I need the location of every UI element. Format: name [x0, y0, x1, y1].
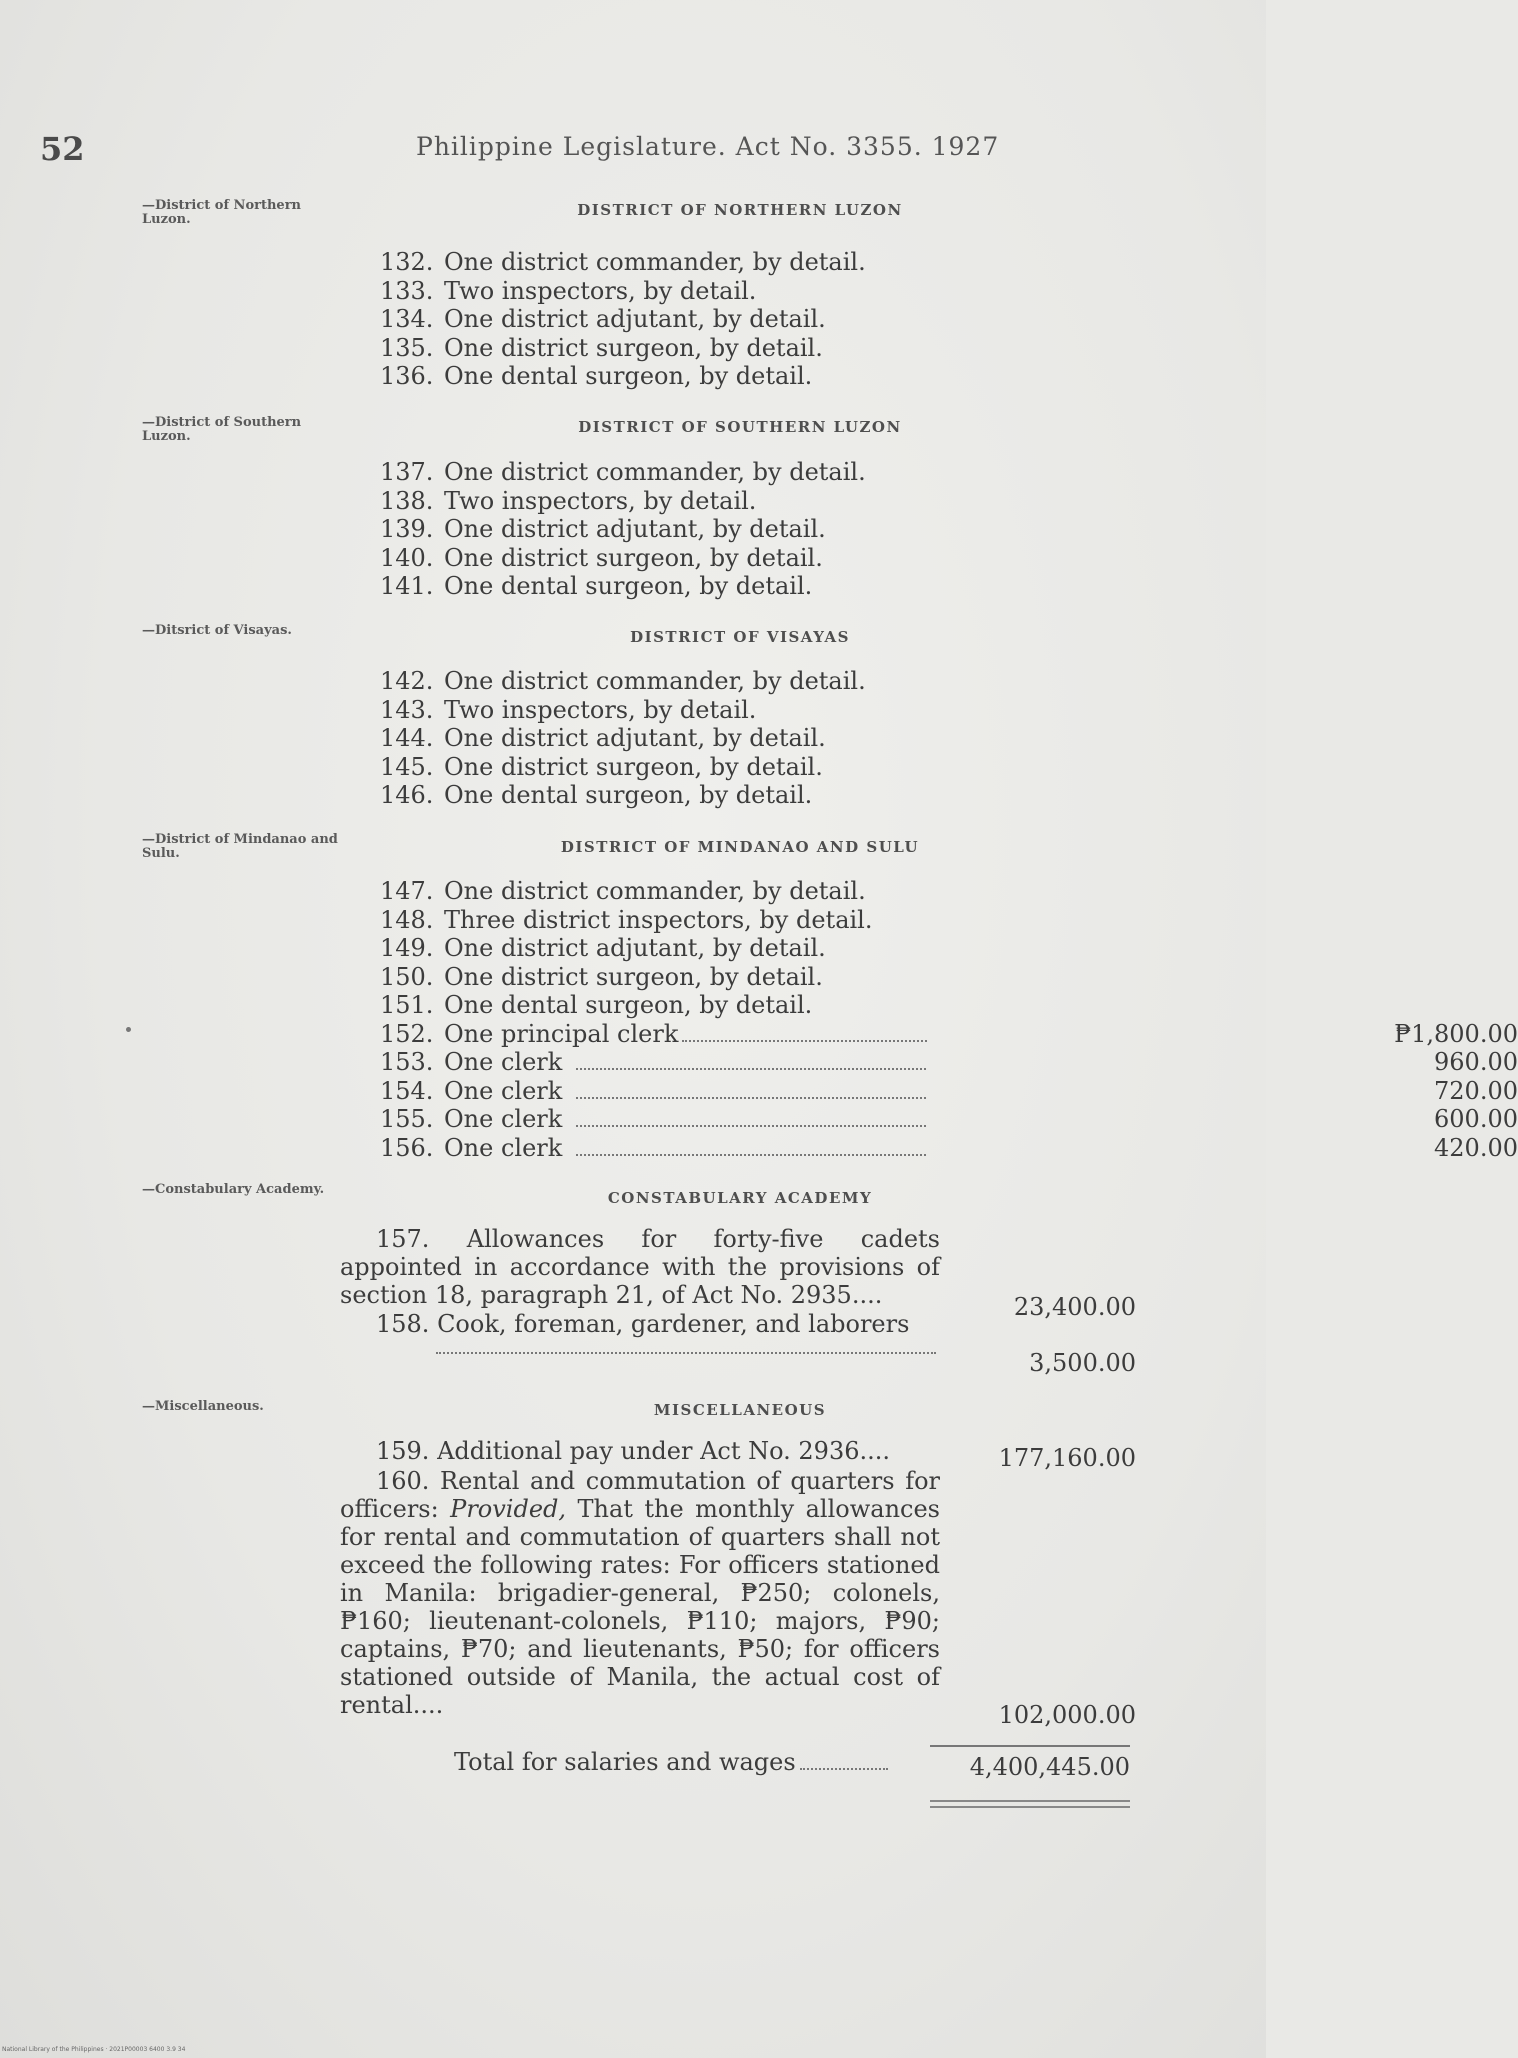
section-title-constabulary-academy: CONSTABULARY ACADEMY [607, 1189, 873, 1207]
section-title-mindanao-sulu: DISTRICT OF MINDANAO AND SULU [560, 838, 920, 856]
total-label: Total for salaries and wages [454, 1748, 888, 1776]
sidenote-mindanao-sulu: —District of Mindanao and Sulu. [142, 832, 338, 861]
list-item: 141. One dental surgeon, by detail. [380, 572, 813, 600]
list-item: 143. Two inspectors, by detail. [380, 695, 757, 724]
scan-speck [126, 1027, 131, 1032]
page-number: 52 [40, 130, 85, 168]
list-item: 135. One district surgeon, by detail. [380, 333, 823, 362]
section-title-miscellaneous: MISCELLANEOUS [653, 1401, 827, 1419]
list-item: 156. One clerk 420.00 [380, 1133, 1518, 1162]
total-amount: 4,400,445.00 [969, 1753, 1130, 1781]
item-157-amount: 23,400.00 [1013, 1293, 1136, 1321]
list-item: 132. One district commander, by detail. [380, 248, 866, 276]
list-item: 152. One principal clerk ₱1,800.00 [380, 1019, 1518, 1048]
list-item: 154. One clerk 720.00 [380, 1076, 1518, 1105]
list-item: 155. One clerk 600.00 [380, 1105, 1518, 1133]
list-item: 134. One district adjutant, by detail. [380, 305, 826, 333]
items-southern-luzon [380, 458, 1140, 601]
total-rule-double-2 [930, 1806, 1130, 1808]
list-item: 140. One district surgeon, by detail. [380, 543, 823, 572]
list-item: 144. One district adjutant, by detail. [380, 724, 826, 752]
leader-dots [800, 1768, 888, 1770]
sidenote-northern-luzon: —District of Northern Luzon. [142, 198, 301, 227]
total-rule-double-1 [930, 1800, 1130, 1802]
list-item: 153. One clerk 960.00 [380, 1048, 1518, 1076]
running-head: Philippine Legislature. Act No. 3355. 1927 [416, 132, 1000, 161]
leader-dots [576, 1097, 926, 1099]
list-item: 145. One district surgeon, by detail. [380, 752, 823, 781]
items-mindanao-sulu [380, 877, 1518, 1162]
section-title-visayas: DISTRICT OF VISAYAS [630, 628, 850, 646]
items-northern-luzon [380, 248, 1140, 391]
list-item: 138. Two inspectors, by detail. [380, 486, 757, 515]
list-item: 151. One dental surgeon, by detail. [380, 991, 813, 1019]
item-159-text: 159. Additional pay under Act No. 2936.... [376, 1437, 891, 1465]
list-item: 146. One dental surgeon, by detail. [380, 781, 813, 809]
list-item: 136. One dental surgeon, by detail. [380, 362, 813, 390]
sidenote-constabulary-academy: —Constabulary Academy. [142, 1182, 325, 1197]
leader-dots [576, 1125, 926, 1127]
leader-dots [682, 1040, 927, 1042]
leader-dots [576, 1154, 926, 1156]
item-158-amount: 3,500.00 [1029, 1349, 1136, 1377]
leader-dots [436, 1352, 936, 1354]
list-item: 142. One district commander, by detail. [380, 667, 866, 695]
source-footer: National Library of the Philippines · 2021P00003 6400 3.9 34 [2, 2046, 186, 2053]
list-item: 139. One district adjutant, by detail. [380, 515, 826, 543]
section-title-northern-luzon: DISTRICT OF NORTHERN LUZON [577, 201, 903, 219]
item-159-amount: 177,160.00 [998, 1444, 1136, 1472]
leader-dots [576, 1068, 926, 1070]
items-visayas [380, 667, 1140, 810]
list-item: 149. One district adjutant, by detail. [380, 934, 826, 962]
list-item: 150. One district surgeon, by detail. [380, 962, 823, 991]
sidenote-visayas: —Ditsrict of Visayas. [142, 623, 292, 638]
item-157-text: 157. Allowances for forty-five cadets appointed in accordance with the provisions of section 18, paragraph 21, of Act No. 2935.... [340, 1225, 940, 1309]
section-title-southern-luzon: DISTRICT OF SOUTHERN LUZON [578, 418, 902, 436]
item-158-text: 158. Cook, foreman, gardener, and laborers [376, 1310, 910, 1338]
total-rule-top [930, 1745, 1130, 1747]
list-item: 147. One district commander, by detail. [380, 877, 866, 905]
list-item: 148. Three district inspectors, by detail. [380, 905, 873, 934]
sidenote-southern-luzon: —District of Southern Luzon. [142, 415, 302, 444]
item-160-text: 160. Rental and commutation of quarters for officers: Provided, That the monthly allowances for rental and commutation of quarters shall not exceed the following rates: For officers stationed in Manila: brigadier-general, ₱250; colonels, ₱160; lieutenant-colonels, ₱110; majors, ₱90; captains, ₱70; and lieutenants, ₱50; for officers stationed outside of Manila, the actual cost of rental.... [340, 1467, 941, 1719]
list-item: 133. Two inspectors, by detail. [380, 276, 757, 305]
list-item: 137. One district commander, by detail. [380, 458, 866, 486]
sidenote-miscellaneous: —Miscellaneous. [142, 1399, 264, 1414]
item-160-amount: 102,000.00 [998, 1701, 1136, 1729]
